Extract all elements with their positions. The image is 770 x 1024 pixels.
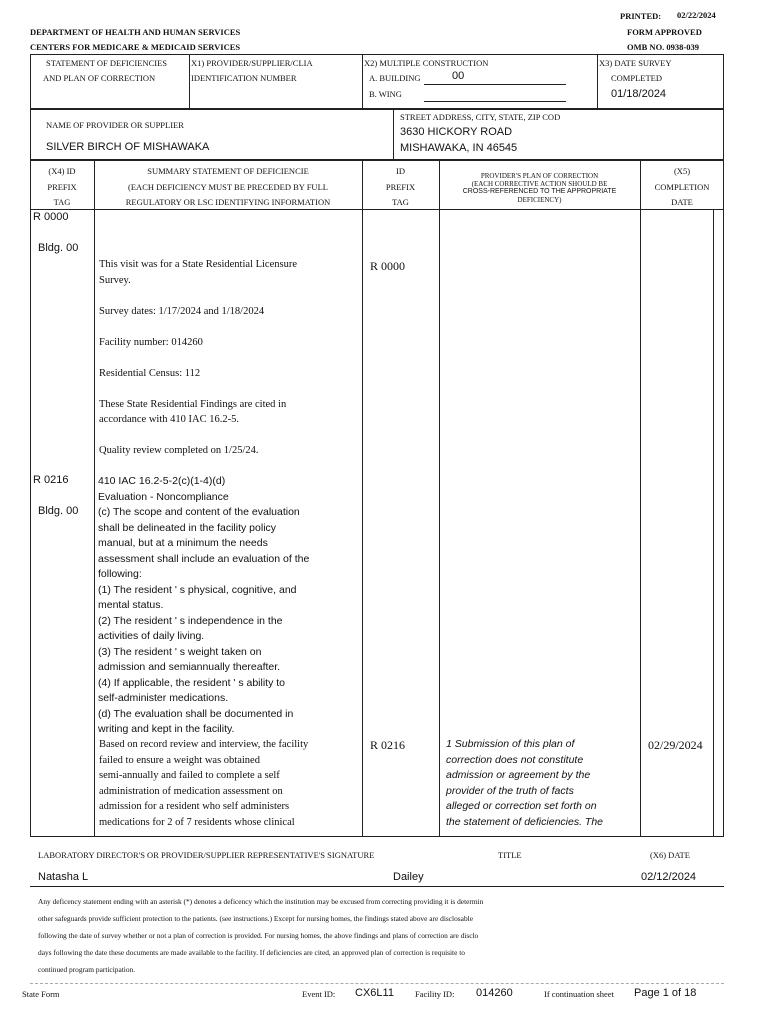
plan-line: the statement of deficiencies. The — [446, 815, 604, 828]
col-x5-2: COMPLETION — [654, 182, 710, 192]
provider-name-label: NAME OF PROVIDER OR SUPPLIER — [46, 120, 184, 130]
col-plan-1: PROVIDER'S PLAN OF CORRECTION — [480, 172, 599, 180]
finding-text — [99, 737, 308, 830]
x2-label: X2) MULTIPLE CONSTRUCTION — [364, 58, 489, 68]
address-label: STREET ADDRESS, CITY, STATE, ZIP COD — [400, 112, 561, 122]
col-plan-3: CROSS-REFERENCED TO THE APPROPRIATE — [462, 188, 617, 195]
finding-line: Based on record review and interview, the facility — [99, 739, 309, 750]
x3-label-2: COMPLETED — [611, 73, 662, 83]
col-summary-2: (EACH DEFICIENCY MUST BE PRECEDED BY FULL — [128, 182, 328, 192]
finding-line: admission for a resident who self administers — [99, 801, 290, 812]
disclaimer-line: continued program participation. — [38, 965, 136, 974]
reg-line: activities of daily living. — [98, 630, 205, 642]
disclaimer-line: days following the date these documents are made available to the facility. If deficiencies are cited, an approved plan of correction is requisite to — [38, 948, 465, 957]
reg-line: (3) The resident ' s weight taken on — [98, 645, 262, 658]
signature-title: Dailey — [393, 871, 424, 883]
plan-line: admission or agreement by the — [446, 769, 591, 781]
signature-label: LABORATORY DIRECTOR'S OR PROVIDER/SUPPLIER REPRESENTATIVE'S SIGNATURE — [38, 850, 375, 860]
plan-line: alleged or correction set forth on — [446, 800, 597, 812]
statement-label-2: AND PLAN OF CORRECTION — [43, 73, 156, 83]
finding-line: administration of medication assessment on — [99, 785, 283, 797]
col-x4-1: (X4) ID — [48, 166, 76, 176]
reg-line: manual, but at a minimum the needs — [98, 537, 268, 549]
col-x4-2: PREFIX — [47, 182, 77, 192]
building-value: 00 — [452, 70, 465, 82]
signature-date: 02/12/2024 — [641, 871, 697, 883]
para-visit-2: Survey. — [99, 275, 131, 286]
x1-label-2: IDENTIFICATION NUMBER — [191, 73, 297, 83]
disclaimer-line: following the date of survey whether or not a plan of correction is provided. For nursing homes, the above findings and plans of correction are disclo — [38, 931, 479, 940]
reg-line: assessment shall include an evaluation of the — [98, 552, 310, 565]
reg-line: following: — [98, 568, 142, 580]
id-tag-r0216: R 0216 — [370, 738, 406, 752]
building-label: A. BUILDING — [369, 73, 421, 83]
reg-line: writing and kept in the facility. — [98, 723, 235, 735]
reg-line: (c) The scope and content of the evaluation — [98, 506, 300, 518]
address-line-1: 3630 HICKORY ROAD — [400, 126, 513, 138]
bldg-2: Bldg. 00 — [38, 505, 79, 517]
plan-line: 1 Submission of this plan of — [446, 738, 575, 750]
completion-date: 02/29/2024 — [648, 738, 703, 752]
address-line-2: MISHAWAKA, IN 46545 — [400, 142, 518, 154]
form-approved: FORM APPROVED — [627, 27, 702, 37]
tag-r0000: R 0000 — [33, 211, 69, 223]
date-completed: 01/18/2024 — [611, 88, 667, 100]
col-x5-1: (X5) — [673, 166, 691, 176]
regulation-text — [98, 474, 309, 738]
wing-label: B. WING — [369, 89, 402, 99]
centers-title: CENTERS FOR MEDICARE & MEDICAID SERVICES — [30, 42, 241, 52]
finding-line: medications for 2 of 7 residents whose clinical — [99, 816, 295, 828]
signature-name: Natasha L — [38, 871, 89, 883]
x1-label-1: X1) PROVIDER/SUPPLIER/CLIA — [191, 58, 313, 68]
col-x4-3: TAG — [53, 197, 71, 207]
x6-date-label: (X6) DATE — [650, 850, 690, 860]
page-number: Page 1 of 18 — [634, 987, 697, 999]
col-x5-3: DATE — [671, 197, 693, 207]
reg-line: (1) The resident ' s physical, cognitive, and — [98, 583, 297, 596]
reg-line: 410 IAC 16.2-5-2(c)(1-4)(d) — [98, 475, 226, 487]
col-id-1: ID — [396, 166, 405, 176]
para-quality-review: Quality review completed on 1/25/24. — [99, 445, 259, 456]
bldg-1: Bldg. 00 — [38, 242, 79, 254]
facility-id-label: Facility ID: — [415, 989, 455, 999]
para-census: Residential Census: 112 — [99, 368, 201, 379]
continuation-label: If continuation sheet — [544, 989, 614, 999]
col-summary-1: SUMMARY STATEMENT OF DEFICIENCIE — [147, 166, 309, 176]
tag-r0216: R 0216 — [33, 474, 69, 486]
finding-line: failed to ensure a weight was obtained — [99, 754, 260, 766]
col-summary-3: REGULATORY OR LSC IDENTIFYING INFORMATION — [125, 197, 331, 207]
para-findings-2: accordance with 410 IAC 16.2-5. — [99, 414, 239, 425]
printed-date: 02/22/2024 — [677, 10, 716, 20]
reg-line: (2) The resident ' s independence in the — [98, 614, 283, 627]
col-plan-4: DEFICIENCY) — [517, 196, 562, 204]
para-survey-dates: Survey dates: 1/17/2024 and 1/18/2024 — [99, 306, 265, 317]
reg-line: (4) If applicable, the resident ' s ability to — [98, 676, 286, 689]
facility-id: 014260 — [476, 987, 513, 999]
col-id-3: TAG — [392, 197, 409, 207]
state-form-label: State Form — [22, 989, 60, 999]
para-findings-1: These State Residential Findings are cited in — [99, 399, 287, 410]
reg-line: (d) The evaluation shall be documented in — [98, 707, 294, 720]
reg-line: mental status. — [98, 599, 164, 611]
x3-label-1: X3) DATE SURVEY — [599, 58, 672, 68]
plan-line: correction does not constitute — [446, 753, 584, 766]
reg-line: self-administer medications. — [98, 692, 229, 704]
col-id-2: PREFIX — [385, 182, 416, 192]
event-id: CX6L11 — [355, 987, 394, 999]
omb-number: OMB NO. 0938-039 — [627, 42, 700, 52]
id-tag-r0000: R 0000 — [370, 259, 406, 273]
title-label: TITLE — [498, 850, 522, 860]
col-plan-2: (EACH CORRECTIVE ACTION SHOULD BE — [471, 180, 608, 188]
statement-label-1: STATEMENT OF DEFICIENCIES — [46, 58, 168, 68]
plan-line: provider of the truth of facts — [446, 784, 574, 797]
reg-line: Evaluation - Noncompliance — [98, 490, 229, 503]
para-visit-1: This visit was for a State Residential Licensure — [99, 259, 297, 270]
disclaimer-line: other safeguards provide sufficient protection to the patients. (see instructions.) Except for nursing homes, the findings stated above are disclosable — [38, 914, 473, 923]
disclaimer-line: Any deficency statement ending with an asterisk (*) denotes a deficency which the institution may be excused from correcting providing it is determin — [38, 897, 484, 906]
plan-text — [446, 737, 603, 830]
provider-name: SILVER BIRCH OF MISHAWAKA — [46, 141, 210, 153]
dept-title: DEPARTMENT OF HEALTH AND HUMAN SERVICES — [30, 27, 241, 37]
finding-line: semi-annually and failed to complete a self — [99, 770, 280, 781]
event-id-label: Event ID: — [302, 989, 336, 999]
reg-line: admission and semiannually thereafter. — [98, 661, 281, 673]
disclaimer — [38, 893, 483, 978]
printed-label: PRINTED: — [620, 11, 662, 21]
reg-line: shall be delineated in the facility policy — [98, 521, 277, 534]
para-facility-number: Facility number: 014260 — [99, 337, 203, 348]
